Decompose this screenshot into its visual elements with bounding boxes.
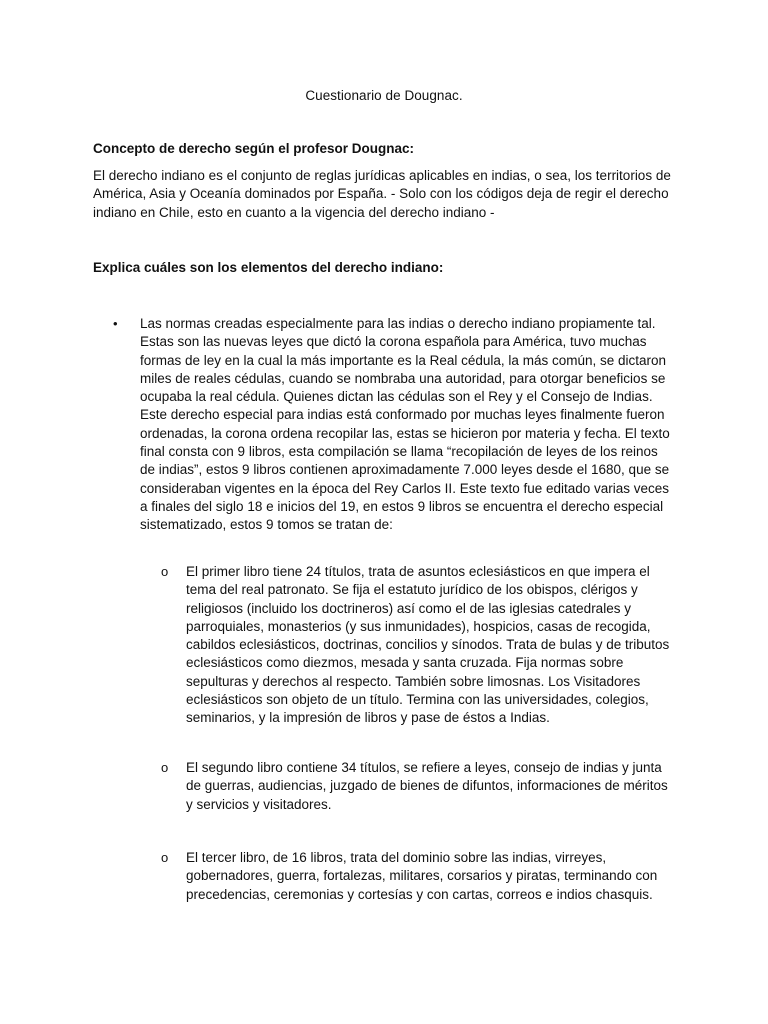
sub-item-marker: o <box>161 760 169 775</box>
section-body-concepto: El derecho indiano es el conjunto de reglas jurídicas aplicables en indias, o sea, los territorios de América, Asia y Oceanía dominados por España. - Solo con los códigos deja de regir el derecho indiano en Chile, esto en cuanto a la vigencia del derecho indiano - <box>93 168 671 220</box>
section-heading-concepto: Concepto de derecho según el profesor Dougnac: <box>93 141 415 156</box>
bullet-marker: • <box>113 316 118 331</box>
sub-item-libro-3: El tercer libro, de 16 libros, trata del dominio sobre las indias, virreyes, gobernadores, guerra, fortalezas, militares, corsarios y piratas, terminando con precedencias, ceremonias y cortesías y con cartas, correos e indios chasquis. <box>186 850 658 902</box>
sub-item-marker: o <box>161 564 169 579</box>
document-title: Cuestionario de Dougnac. <box>305 88 463 103</box>
bullet-item-normas: Las normas creadas especialmente para las indias o derecho indiano propiamente tal. Estas son las nuevas leyes que dictó la corona española para América, tuvo muchas formas de ley en la cual la más importante es la Real cédula, la más común, se dictaron miles de reales cédulas, cuando se nombraba una autoridad, para otorgar beneficios se ocupaba la real cédula. Quienes dictan las cédulas son el Rey y el Consejo de Indias. Este derecho especial para indias está conformado por muchas leyes finalmente fueron ordenadas, la corona ordena recopilar las, estas se hicieron por materia y fecha. El texto final consta con 9 libros, esta compilación se llama “recopilación de leyes de los reinos de indias”, estos 9 libros contienen aproximadamente 7.000 leyes desde el 1680, que se consideraban vigentes en la época del Rey Carlos II. Este texto fue editado varias veces a finales del siglo 18 e inicios del 19, en estos 9 libros se encuentra el derecho especial sistematizado, estos 9 tomos se tratan de: <box>140 316 670 533</box>
sub-item-marker: o <box>161 850 169 865</box>
sub-item-libro-1: El primer libro tiene 24 títulos, trata de asuntos eclesiásticos en que impera el tema del real patronato. Se fija el estatuto jurídico de los obispos, clérigos y religiosos (incluido los doctrineros) así como el de las iglesias catedrales y parroquiales, monasterios (y sus inmunidades), hospicios, casas de recogida, cabildos eclesiásticos, doctrinas, concilios y sínodos. Trata de bulas y de tributos eclesiásticos como diezmos, mesada y santa cruzada. Fija normas sobre sepulturas y derechos al respecto. También sobre limosnas. Los Visitadores eclesiásticos son objeto de un título. Termina con las universidades, colegios, seminarios, y la impresión de libros y pase de éstos a Indias. <box>186 564 670 726</box>
sub-item-libro-2: El segundo libro contiene 34 títulos, se refiere a leyes, consejo de indias y junta de guerras, audiencias, juzgado de bienes de difuntos, informaciones de méritos y servicios y visitadores. <box>186 760 668 812</box>
section-heading-elementos: Explica cuáles son los elementos del derecho indiano: <box>93 260 444 275</box>
